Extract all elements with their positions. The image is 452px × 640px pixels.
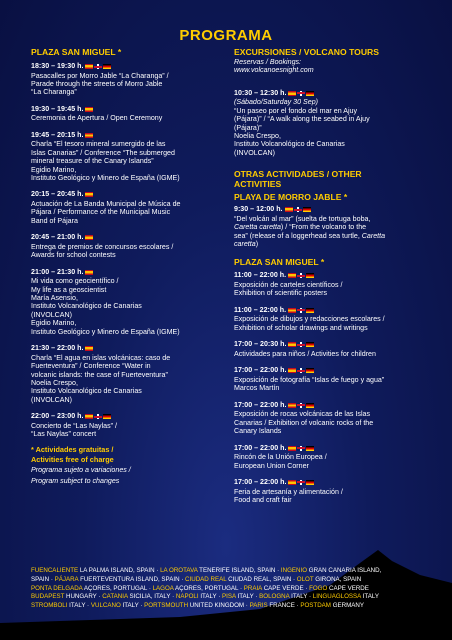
city-name: PÁJARA bbox=[54, 575, 79, 583]
location-text: GIRONA, SPAIN bbox=[313, 575, 362, 583]
event-item bbox=[234, 306, 424, 332]
event-item bbox=[31, 190, 226, 225]
footer-line bbox=[31, 602, 423, 611]
language-flags-icon bbox=[285, 206, 312, 215]
event-description-line: Instituto Geológico y Minero de España (IGME) bbox=[31, 174, 180, 183]
location-text: CIUDAD REAL, SPAIN · bbox=[226, 575, 297, 583]
free-activities-en: Activities free of charge bbox=[31, 454, 114, 464]
city-name: BUDAPEST bbox=[31, 593, 65, 601]
city-name: FUENCALIENTE bbox=[31, 567, 79, 574]
event-description-line: Entrega de premios de concursos escolares / bbox=[31, 242, 174, 251]
language-flags-icon bbox=[85, 269, 94, 278]
language-flags-icon bbox=[85, 106, 94, 115]
event-description-line: Egidio Marino, bbox=[31, 319, 77, 328]
language-flags-icon bbox=[288, 272, 315, 281]
language-flags-icon bbox=[288, 445, 315, 454]
location-text: GRAN CANARIA ISLAND, bbox=[307, 567, 382, 574]
program-note-es: Programa sujeto a variaciones / bbox=[31, 466, 131, 475]
event-item bbox=[31, 105, 226, 123]
city-name: NAPOLI bbox=[175, 593, 199, 601]
event-description-line: Exposición de fotografía “Islas de fuego y agua” bbox=[234, 375, 385, 384]
footer-line bbox=[31, 576, 423, 585]
event-description-line: Islas Canarias” / Conference “The submerged bbox=[31, 148, 175, 157]
event-description-line: (INVOLCAN) bbox=[31, 310, 72, 319]
event-description-line: Charla “El agua en islas volcánicas: caso de bbox=[31, 353, 171, 362]
event-item bbox=[31, 233, 226, 259]
bookings-label: Reservas / Bookings: bbox=[234, 58, 302, 66]
page-title: PROGRAMA bbox=[179, 27, 273, 44]
event-description-line: Exposición de carteles científicos / bbox=[234, 281, 343, 290]
city-name: PRAIA bbox=[243, 584, 262, 592]
event-description-line: Instituto Volcanológico de Canarias bbox=[31, 302, 142, 311]
event-description-line: Concierto de “Las Naylas” / bbox=[31, 421, 117, 430]
event-description-line: Awards for school contests bbox=[31, 251, 116, 260]
city-name: INGENIO bbox=[280, 567, 308, 574]
right-column bbox=[234, 47, 424, 512]
city-name: LAGOA bbox=[152, 584, 174, 592]
event-time: 11:00 – 22:00 h. bbox=[234, 271, 424, 281]
footer-cities bbox=[31, 567, 423, 611]
location-text: TENERIFE ISLAND, SPAIN · bbox=[197, 567, 281, 574]
section-plaza-san-miguel-right: PLAZA SAN MIGUEL * bbox=[234, 257, 325, 268]
location-text: CAPE VERDE bbox=[327, 584, 369, 592]
bookings-website-link[interactable]: www.volcanoesnight.com bbox=[234, 66, 314, 75]
section-other-activities: OTRAS ACTIVIDADES / OTHER ACTIVITIES bbox=[234, 169, 362, 190]
location-text: LA PALMA ISLAND, SPAIN · bbox=[78, 567, 161, 574]
language-flags-icon bbox=[85, 234, 94, 243]
event-description-line: Instituto Geológico y Minero de España (IGME) bbox=[31, 327, 180, 336]
event-description-line: Marcos Martín bbox=[234, 384, 280, 393]
location-text: GERMANY bbox=[330, 602, 364, 610]
event-description-line: Egidio Marino, bbox=[31, 165, 77, 174]
event-description-line: Pájara / Performance of the Municipal Music bbox=[31, 208, 171, 217]
tour-description-line: (Pájara)” / “A walk along the seabed in Ajuy bbox=[234, 115, 370, 124]
city-name: CATANIA bbox=[102, 593, 128, 601]
left-column bbox=[31, 47, 226, 485]
event-description-line: Noelia Crespo, bbox=[31, 378, 78, 387]
event-description-line: Exposición de dibujos y redacciones escolares / bbox=[234, 315, 385, 324]
event-item bbox=[234, 271, 424, 297]
event-item bbox=[31, 412, 226, 438]
section-playa-morro-jable: PLAYA DE MORRO JABLE * bbox=[234, 192, 348, 203]
event-description-line: Mi vida como geocientífico / bbox=[31, 277, 119, 286]
location-text: AÇORES, PORTUGAL · bbox=[82, 584, 153, 592]
event-description-line: Band of Pájara bbox=[31, 216, 78, 225]
tour-description-line: “Un paseo por el fondo del mar en Ajuy bbox=[234, 106, 358, 115]
city-name: PORTSMOUTH bbox=[144, 602, 189, 610]
right-events-list bbox=[234, 271, 424, 504]
tour-description-line: (INVOLCAN) bbox=[234, 148, 275, 157]
language-flags-icon bbox=[85, 191, 94, 200]
event-item bbox=[234, 444, 424, 470]
section-plaza-san-miguel: PLAZA SAN MIGUEL * bbox=[31, 47, 122, 57]
event-description-line: Rincón de la Unión Europea / bbox=[234, 453, 327, 462]
event-time: 21:00 – 21:30 h. bbox=[31, 268, 226, 278]
event-item bbox=[234, 478, 424, 504]
event-time: 19:30 – 19:45 h. bbox=[31, 105, 226, 115]
event-item bbox=[31, 131, 226, 183]
language-flags-icon bbox=[85, 132, 94, 141]
event-description-line: Instituto Volcanológico de Canarias bbox=[31, 387, 142, 396]
event-description-line: Charla “El tesoro mineral sumergido de las bbox=[31, 140, 166, 149]
event-description-line: Canarias / Exhibition of volcanic rocks of the bbox=[234, 418, 374, 427]
event-description-line: My life as a geoscientist bbox=[31, 285, 107, 294]
event-description-line: Actividades para niños / Activities for children bbox=[234, 349, 376, 358]
event-description-line: “Las Naylas” concert bbox=[31, 430, 97, 439]
event-time: 17:00 – 22:00 h. bbox=[234, 444, 424, 454]
event-description-line: Exhibition of scholar drawings and writings bbox=[234, 323, 368, 332]
city-name: VULCANO bbox=[90, 602, 121, 610]
location-text: FRANCE · bbox=[267, 602, 301, 610]
city-name: STROMBOLI bbox=[31, 602, 68, 610]
event-time: 19:45 – 20:15 h. bbox=[31, 131, 226, 141]
language-flags-icon bbox=[288, 367, 315, 376]
event-item bbox=[234, 340, 424, 358]
event-item bbox=[31, 344, 226, 404]
location-text: SPAIN · bbox=[31, 575, 55, 583]
location-text: ITALY · bbox=[289, 593, 313, 601]
event-description-line: Actuación de La Banda Municipal de Música de bbox=[31, 200, 181, 209]
event-description-line: (INVOLCAN) bbox=[31, 395, 72, 404]
tour-description-line: Noelia Crespo, bbox=[234, 132, 281, 141]
footer-line bbox=[31, 585, 423, 594]
language-flags-icon bbox=[85, 413, 112, 422]
language-flags-icon bbox=[288, 479, 315, 488]
language-flags-icon bbox=[288, 307, 315, 316]
event-description-line: Food and craft fair bbox=[234, 495, 292, 504]
event-time: 10:30 – 12:30 h. bbox=[234, 89, 424, 99]
location-text: AÇORES, PORTUGAL · bbox=[173, 584, 244, 592]
event-description-line: Canary Islands bbox=[234, 427, 282, 436]
section-volcano-tours: EXCURSIONES / VOLCANO TOURS bbox=[234, 47, 379, 57]
footer-line bbox=[31, 567, 423, 576]
left-events-list bbox=[31, 62, 226, 439]
event-description-line: María Asensio, bbox=[31, 294, 78, 303]
language-flags-icon bbox=[288, 341, 315, 350]
tour-description bbox=[234, 107, 424, 157]
event-time: 17:00 – 22:00 h. bbox=[234, 401, 424, 411]
event-item bbox=[234, 366, 424, 392]
tour-event bbox=[234, 89, 424, 157]
event-time: 20:45 – 21:00 h. bbox=[31, 233, 226, 243]
event-time: 22:00 – 23:00 h. bbox=[31, 412, 226, 422]
language-flags-icon bbox=[85, 345, 94, 354]
event-time: 17:00 – 22:00 h. bbox=[234, 478, 424, 488]
city-name: PARIS bbox=[249, 602, 268, 610]
event-description-line: Pasacalles por Morro Jable “La Charanga” / bbox=[31, 71, 169, 80]
event-description-line: “La Charanga” bbox=[31, 88, 77, 97]
event-description-line: mineral treasure of the Canary Islands” bbox=[31, 157, 154, 166]
event-description-line: Exposición de rocas volcánicas de las Islas bbox=[234, 410, 371, 419]
event-description-line: Parade through the streets of Morro Jable bbox=[31, 80, 163, 88]
city-name: LA OROTAVA bbox=[160, 567, 198, 574]
event-item bbox=[31, 62, 226, 97]
location-text: HUNGARY · bbox=[64, 593, 103, 601]
program-note-en: Program subject to changes bbox=[31, 476, 120, 485]
event-time: 17:00 – 22:00 h. bbox=[234, 366, 424, 376]
footer-line bbox=[31, 593, 423, 602]
city-name: PISA bbox=[221, 593, 236, 601]
turtle-release-event: 9:30 – 12:00 h. “Del volcán al mar” (suelta de tortuga boba, Caretta caretta) / “From the volcano to the sea” (release of a loggerhead sea turtle, Caretta caretta) bbox=[234, 205, 386, 249]
event-time: 18:30 – 19:30 h. bbox=[31, 62, 226, 72]
event-time: 17:00 – 20:30 h. bbox=[234, 340, 424, 350]
location-text: ITALY · bbox=[67, 602, 91, 610]
event-description-line: Feria de artesanía y alimentación / bbox=[234, 487, 343, 496]
event-description-line: Ceremonia de Apertura / Open Ceremony bbox=[31, 114, 163, 123]
location-text: SICILIA, ITALY · bbox=[127, 593, 176, 601]
city-name: FOGO bbox=[309, 584, 328, 592]
city-name: LINGUAGLOSSA bbox=[312, 593, 361, 601]
language-flags-icon bbox=[288, 402, 315, 411]
location-text: CAPE VERDE · bbox=[261, 584, 310, 592]
tour-description-line: (Pájara)” bbox=[234, 123, 262, 132]
tour-description-line: Instituto Volcanológico de Canarias bbox=[234, 140, 345, 149]
location-text: UNITED KINGDOM · bbox=[188, 602, 250, 610]
city-name: CIUDAD REAL bbox=[185, 575, 227, 583]
event-time: 11:00 – 22:00 h. bbox=[234, 306, 424, 316]
city-name: POSTDAM bbox=[300, 602, 331, 610]
city-name: PONTA DELGADA bbox=[31, 584, 83, 592]
tour-date: (Sábado/Saturday 30 Sep) bbox=[234, 98, 318, 107]
language-flags-icon bbox=[85, 63, 112, 72]
event-description-line: Exhibition of scientific posters bbox=[234, 289, 328, 298]
language-flags-icon bbox=[288, 90, 315, 99]
event-item bbox=[234, 401, 424, 436]
location-text: ITALY bbox=[360, 593, 379, 601]
city-name: BOLOGNA bbox=[259, 593, 290, 601]
event-description-line: European Union Corner bbox=[234, 461, 309, 470]
event-item bbox=[31, 268, 226, 336]
location-text: ITALY · bbox=[235, 593, 260, 601]
event-time: 21:30 – 22:00 h. bbox=[31, 344, 226, 354]
city-name: OLOT bbox=[296, 575, 314, 583]
event-description-line: Fuerteventura” / Conference “Water in bbox=[31, 362, 151, 371]
event-time: 20:15 – 20:45 h. bbox=[31, 190, 226, 200]
free-activities-es: * Actividades gratuitas / bbox=[31, 444, 114, 454]
event-description-line: volcanic islands: the case of Fuerteventura” bbox=[31, 370, 168, 379]
location-text: ITALY · bbox=[198, 593, 222, 601]
location-text: FUERTEVENTURA ISLAND, SPAIN · bbox=[78, 575, 186, 583]
location-text: ITALY · bbox=[120, 602, 145, 610]
